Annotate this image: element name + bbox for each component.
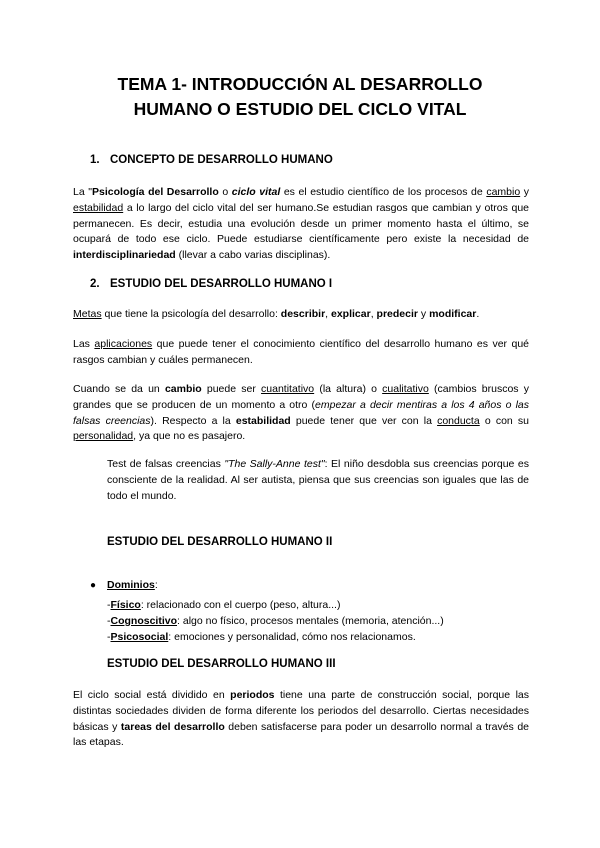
section-3-heading bbox=[107, 535, 332, 550]
list-item: -Físico: relacionado con el cuerpo (peso, altura...) bbox=[107, 599, 341, 611]
bullet-icon: ● bbox=[90, 580, 97, 591]
section-2-number: 2. bbox=[90, 278, 100, 290]
section-2-heading bbox=[90, 277, 332, 292]
dominios-list bbox=[107, 598, 444, 645]
title-line-1: TEMA 1- INTRODUCCIÓN AL DESARROLLO bbox=[117, 74, 483, 94]
dominios-bullet: ● Dominios: bbox=[90, 579, 158, 591]
section-4-paragraph: El ciclo social está dividido en periodos tiene una parte de construcción social, porque las distintas sociedades dividen de forma diferente los periodos del desarrollo. Ciertas necesidades básicas y tareas del desarrollo deben satisfacerse para poder un desarrollo normal a través de las etapas. bbox=[73, 689, 530, 749]
test-paragraph: Test de falsas creencias "The Sally-Anne test": El niño desdobla sus creencias porque es consciente de la realidad. Al ser autista, piensa que sus creencias son iguales que las de todo el mundo. bbox=[107, 458, 529, 502]
section-1-paragraph: La "Psicología del Desarrollo o ciclo vital es el estudio científico de los procesos de cambio y estabilidad a lo largo del ciclo vital del ser humano.Se estudian rasgos que cambian y otros que permanecen. Es decir, estudia una evolución desde un primer momento hasta el último, se ocupará de todo ese ciclo. Puede estudiarse científicamente pero existe la necesidad de interdisciplinariedad (llevar a cabo varias disciplinas). bbox=[73, 186, 529, 262]
section-3-heading-text: ESTUDIO DEL DESARROLLO HUMANO II bbox=[107, 536, 333, 548]
section-4-heading-text: ESTUDIO DEL DESARROLLO HUMANO III bbox=[107, 658, 336, 670]
title-line-2: HUMANO O ESTUDIO DEL CICLO VITAL bbox=[133, 99, 467, 119]
page-title bbox=[40, 72, 560, 122]
list-item: -Cognoscitivo: algo no físico, procesos mentales (memoria, atención...) bbox=[107, 614, 444, 627]
section-2-heading-text: ESTUDIO DEL DESARROLLO HUMANO I bbox=[110, 278, 333, 290]
list-item: -Psicosocial: emociones y personalidad, cómo nos relacionamos. bbox=[107, 630, 416, 643]
aplicaciones-paragraph: Las aplicaciones que puede tener el conocimiento científico del desarrollo humano es ver qué rasgos cambian y cuáles permanecen. bbox=[73, 338, 529, 366]
cambio-paragraph: Cuando se da un cambio puede ser cuantitativo (la altura) o cualitativo (cambios bruscos y grandes que se producen de un momento a otro (empezar a decir mentiras a los 4 años o las falsas creencias). Respecto a la estabilidad puede tener que ver con la conducta o con su personalidad, ya que no es pasajero. bbox=[73, 383, 529, 443]
section-1-heading-text: CONCEPTO DE DESARROLLO HUMANO bbox=[110, 154, 333, 166]
dominios-label: Dominios bbox=[107, 579, 155, 591]
section-1-heading bbox=[90, 153, 333, 168]
section-4-heading bbox=[107, 657, 336, 672]
section-1-number: 1. bbox=[90, 154, 100, 166]
metas-paragraph: Metas que tiene la psicología del desarrollo: describir, explicar, predecir y modificar. bbox=[73, 308, 480, 320]
